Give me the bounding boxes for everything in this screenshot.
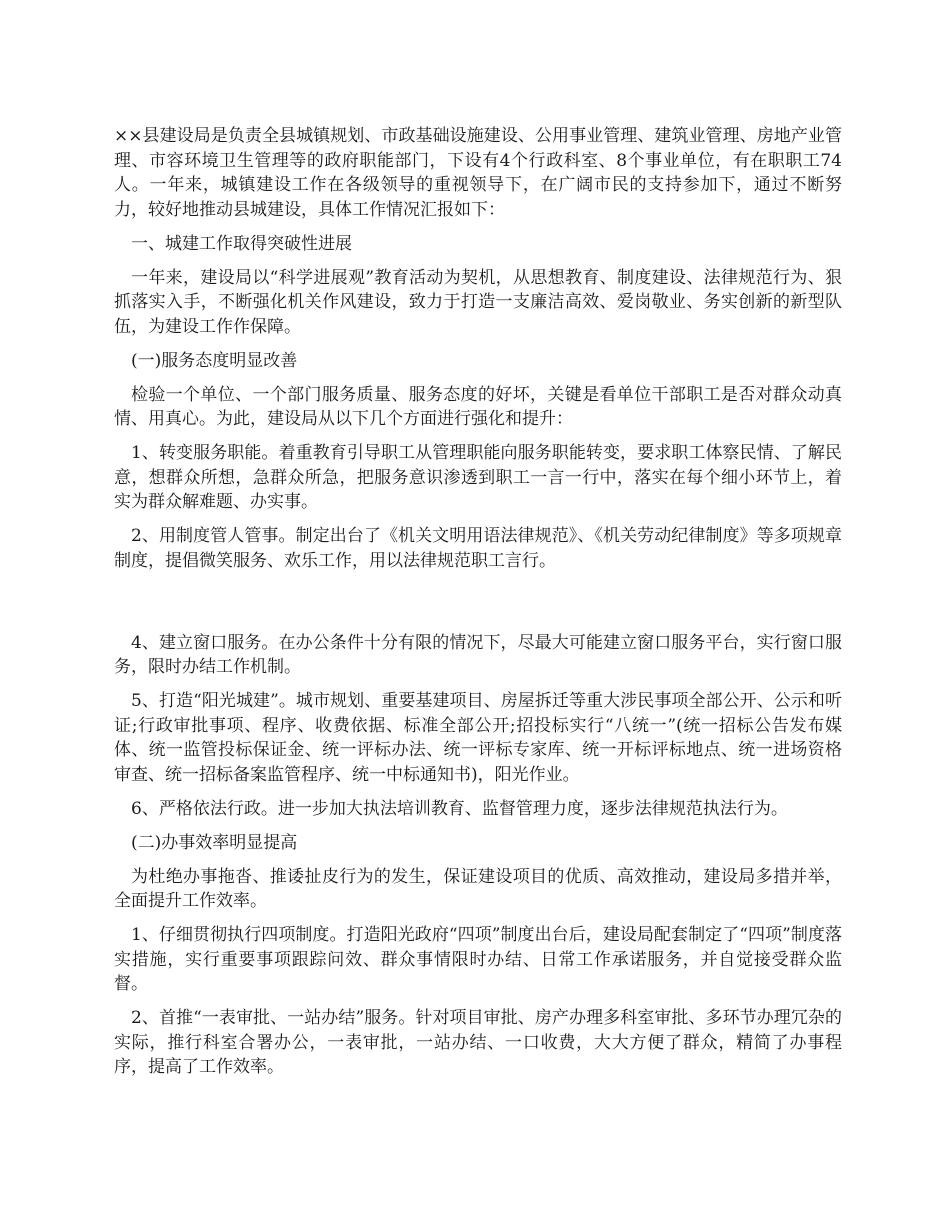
section-1-intro: 一年来，建设局以“科学进展观”教育活动为契机，从思想教育、制度建设、法律规范行为、狠抓落实入手，不断强化机关作风建设，致力于打造一支廉洁高效、爱岗敬业、务实创新的新型队伍，为建设工作作保障。	[114, 267, 842, 337]
list-item-5: 5、打造“阳光城建”。城市规划、重要基建项目、房屋拆迁等重大涉民事项全部公开、公示和听证;行政审批事项、程序、收费依据、标准全部公开;招投标实行“八统一”(统一招标公告发布媒体、统一监管投标保证金、统一评标办法、统一评标专家库、统一开标评标地点、统一进场资格审查、统一招标备案监管程序、统一中标通知书)，阳光作业。	[114, 691, 842, 785]
subsection-2-intro: 为杜绝办事拖沓、推诿扯皮行为的发生，保证建设项目的优质、高效推动，建设局多措并举，全面提升工作效率。	[114, 866, 842, 911]
list-item-2: 2、用制度管人管事。制定出台了《机关文明用语法律规范》、《机关劳动纪律制度》等多项规章制度，提倡微笑服务、欢乐工作，用以法律规范职工言行。	[114, 526, 842, 571]
section-heading-1: 一、城建工作取得突破性进展	[131, 233, 352, 254]
list-item-6: 6、严格依法行政。进一步加大执法培训教育、监督管理力度，逐步法律规范执法行为。	[131, 798, 788, 819]
list-item-2-1: 1、仔细贯彻执行四项制度。打造阳光政府“四项”制度出台后，建设局配套制定了“四项”制度落实措施，实行重要事项跟踪问效、群众事情限时办结、日常工作承诺服务，并自觉接受群众监督。	[114, 925, 842, 994]
list-item-4: 4、建立窗口服务。在办公条件十分有限的情况下，尽最大可能建立窗口服务平台，实行窗口服务，限时办结工作机制。	[114, 632, 842, 677]
subsection-heading-1: (一)服务态度明显改善	[131, 350, 298, 371]
list-item-1: 1、转变服务职能。着重教育引导职工从管理职能向服务职能转变，要求职工体察民情、了解民意，想群众所想，急群众所急，把服务意识渗透到职工一言一行中，落实在每个细小环节上，着实为群众解难题、办实事。	[114, 443, 842, 512]
intro-paragraph: ××县建设局是负责全县城镇规划、市政基础设施建设、公用事业管理、建筑业管理、房地产业管理、市容环境卫生管理等的政府职能部门，下设有4个行政科室、8个事业单位，有在职职工74人。一年来，城镇建设工作在各级领导的重视领导下，在广阔市民的支持参加下，通过不断努力，较好地推动县城建设，具体工作情况汇报如下：	[114, 126, 842, 220]
document-body	[114, 124, 842, 1089]
list-item-2-2: 2、首推“一表审批、一站办结”服务。针对项目审批、房产办理多科室审批、多环节办理冗杂的实际，推行科室合署办公，一表审批，一站办结、一口收费，大大方便了群众，精简了办事程序，提高了工作效率。	[114, 1008, 842, 1077]
blank-gap	[114, 583, 842, 631]
subsection-heading-2: (二)办事效率明显提高	[131, 832, 298, 853]
subsection-1-intro: 检验一个单位、一个部门服务质量、服务态度的好坏，关键是看单位干部职工是否对群众动真情、用真心。为此，建设局从以下几个方面进行强化和提升：	[114, 384, 842, 429]
